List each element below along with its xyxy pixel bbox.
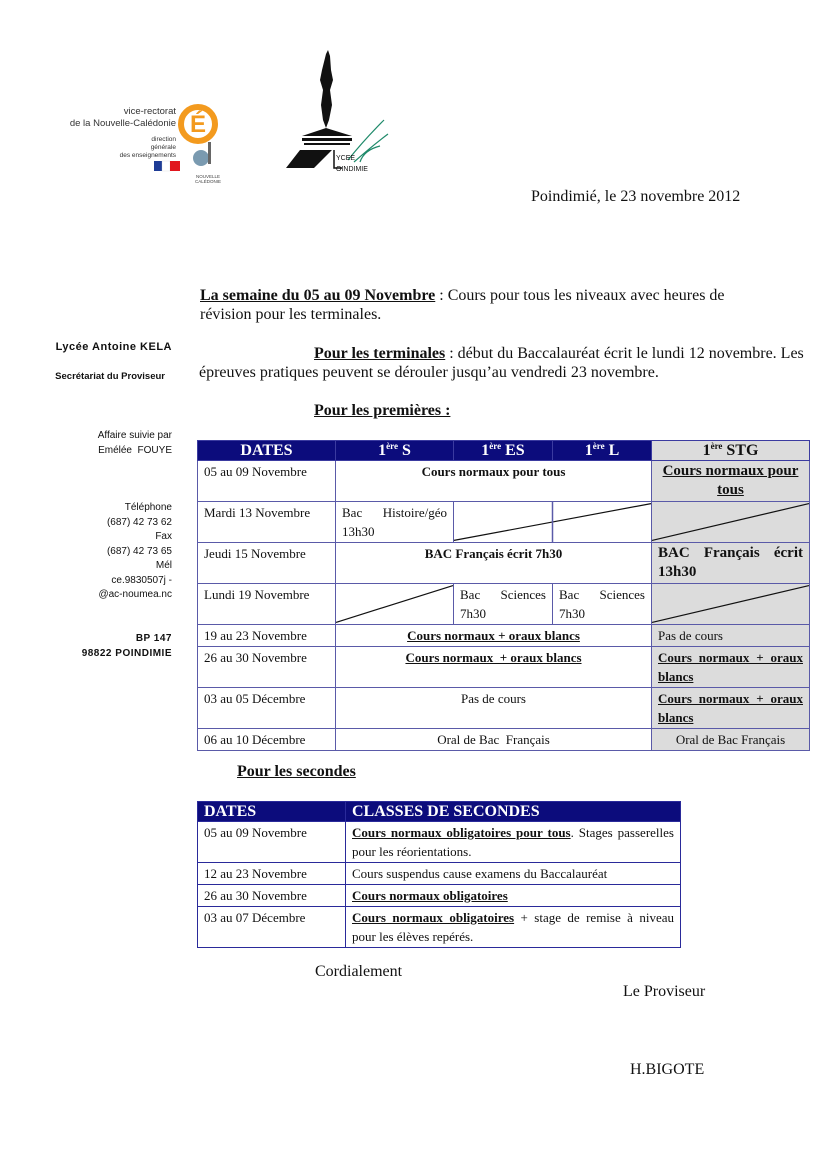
signatory-title: Le Proviseur <box>623 983 706 1000</box>
row-all-classes: BAC Français écrit 7h30 <box>336 543 652 584</box>
letter-date: Poindimié, le 23 novembre 2012 <box>531 188 741 205</box>
header-dates: DATES <box>198 441 336 461</box>
table-row <box>198 729 810 751</box>
contact-block <box>12 501 172 603</box>
row-1es: Bac Sciences 7h30 <box>454 584 553 625</box>
table-row <box>198 502 810 543</box>
week-paragraph <box>200 286 760 324</box>
fax-label: Fax <box>155 531 172 542</box>
secretariat-label: Secrétariat du Proviseur <box>55 371 165 382</box>
row-date: Lundi 19 Novembre <box>198 584 336 625</box>
terminales-paragraph <box>199 344 809 382</box>
phone-number: (687) 42 73 62 <box>106 516 172 528</box>
row-stg: Pas de cours <box>652 625 810 647</box>
phone-label: Téléphone <box>124 502 172 513</box>
row-content <box>346 822 681 863</box>
svg-text:CALÉDONIE: CALÉDONIE <box>194 179 222 184</box>
mail-label: Mél <box>155 560 172 571</box>
svg-text:YCEE: YCEE <box>336 155 356 162</box>
row-text: + stage de remise à niveau pour les élèves repérés. <box>352 910 675 944</box>
row-date: 12 au 23 Novembre <box>198 863 346 885</box>
diagonal-strike <box>454 502 651 542</box>
row-all-classes: Oral de Bac Français <box>336 729 652 751</box>
row-date: Mardi 13 Novembre <box>198 502 336 543</box>
table-row <box>198 625 810 647</box>
row-date: Jeudi 15 Novembre <box>198 543 336 584</box>
secondes-heading: Pour les secondes <box>237 763 356 780</box>
table-row <box>198 461 810 502</box>
header-classes: CLASSES DE SECONDES <box>346 802 681 822</box>
row-all-classes: Cours normaux pour tous <box>336 461 652 502</box>
address-block <box>12 632 172 661</box>
svg-text:É: É <box>189 111 207 138</box>
diagonal-strike <box>652 502 809 542</box>
postal-box: BP 147 <box>135 633 172 644</box>
row-text: . Stages passerelles pour les réorientations. <box>352 825 674 859</box>
header-1l: 1ère L <box>553 441 652 461</box>
row-1s-empty <box>336 584 454 625</box>
row-all-classes: Pas de cours <box>336 688 652 729</box>
svg-text:de la Nouvelle-Calédonie: de la Nouvelle-Calédonie <box>69 118 176 129</box>
table-header-row <box>198 441 810 461</box>
row-stg-empty <box>652 584 810 625</box>
row-stg: BAC Français écrit 13h30 <box>652 543 810 584</box>
row-all-classes: Cours normaux + oraux blancs <box>336 647 652 688</box>
school-name: Lycée Antoine KELA <box>55 341 172 353</box>
terminales-title: Pour les terminales <box>314 345 446 362</box>
row-stg: Oral de Bac Français <box>652 729 810 751</box>
row-stg-empty <box>652 502 810 543</box>
affaire-block <box>12 429 172 458</box>
premieres-heading: Pour les premières : <box>314 402 451 419</box>
row-all-classes: Cours normaux + oraux blancs <box>336 625 652 647</box>
table-row <box>198 688 810 729</box>
terminales-text: : début du Baccalauréat écrit le lundi 12 novembre. Les épreuves pratiques peuvent se dérouler jusqu’au vendredi 23 novembre. <box>199 345 804 381</box>
row-content <box>346 885 681 907</box>
diagonal-strike <box>652 584 809 624</box>
table-row <box>198 863 681 885</box>
table-row <box>198 647 810 688</box>
vice-rectorat-logo <box>69 94 224 186</box>
row-bold: Cours normaux obligatoires <box>352 910 515 925</box>
header-dates: DATES <box>198 802 346 822</box>
row-stg: Cours normaux + oraux blancs <box>652 647 810 688</box>
affaire-label: Affaire suivie par <box>97 430 172 441</box>
row-date: 26 au 30 Novembre <box>198 647 336 688</box>
row-content <box>346 863 681 885</box>
row-date: 19 au 23 Novembre <box>198 625 336 647</box>
header-1es: 1ère ES <box>454 441 553 461</box>
week-text: : Cours pour tous les niveaux avec heures de révision pour les terminales. <box>200 287 725 323</box>
svg-text:des enseignements: des enseignements <box>119 152 176 159</box>
row-text: Cours suspendus cause examens du Baccalauréat <box>352 866 608 881</box>
table-row <box>198 543 810 584</box>
diagonal-strike <box>336 584 453 624</box>
premieres-schedule-table <box>197 440 810 751</box>
signatory-name: H.BIGOTE <box>630 1061 705 1078</box>
row-date: 03 au 05 Décembre <box>198 688 336 729</box>
row-date: 26 au 30 Novembre <box>198 885 346 907</box>
row-1l: Bac Sciences 7h30 <box>553 584 652 625</box>
table-header-row <box>198 802 681 822</box>
row-stg: Cours normaux pour tous <box>652 461 810 502</box>
row-date: 06 au 10 Décembre <box>198 729 336 751</box>
header-1stg: 1ère STG <box>652 441 810 461</box>
affaire-name: Emélée FOUYE <box>98 444 172 456</box>
secondes-schedule-table <box>197 801 681 948</box>
week-title: La semaine du 05 au 09 Novembre <box>200 287 436 304</box>
lycee-poindimie-logo <box>284 50 392 174</box>
closing-salutation: Cordialement <box>315 963 403 980</box>
city: 98822 POINDIMIE <box>81 647 172 659</box>
row-date: 05 au 09 Novembre <box>198 822 346 863</box>
header-1s: 1ère S <box>336 441 454 461</box>
row-1s: Bac Histoire/géo 13h30 <box>336 502 454 543</box>
table-row <box>198 907 681 948</box>
row-bold: Cours normaux obligatoires <box>352 888 508 903</box>
row-es-l-empty <box>454 502 652 543</box>
mail-line-2: @ac-noumea.nc <box>98 589 172 600</box>
row-date: 05 au 09 Novembre <box>198 461 336 502</box>
svg-text:vice-rectorat: vice-rectorat <box>123 106 176 117</box>
svg-text:NOUVELLE: NOUVELLE <box>195 174 221 179</box>
table-row <box>198 822 681 863</box>
mail-line-1: ce.9830507j - <box>111 574 172 586</box>
svg-text:OINDIMIE: OINDIMIE <box>336 166 368 173</box>
row-bold: Cours normaux obligatoires pour tous <box>352 825 571 840</box>
svg-text:direction: direction <box>151 136 176 143</box>
row-content <box>346 907 681 948</box>
row-stg: Cours normaux + oraux blancs <box>652 688 810 729</box>
row-date: 03 au 07 Décembre <box>198 907 346 948</box>
fax-number: (687) 42 73 65 <box>106 545 172 557</box>
svg-text:générale: générale <box>150 144 176 151</box>
table-row <box>198 584 810 625</box>
table-row <box>198 885 681 907</box>
